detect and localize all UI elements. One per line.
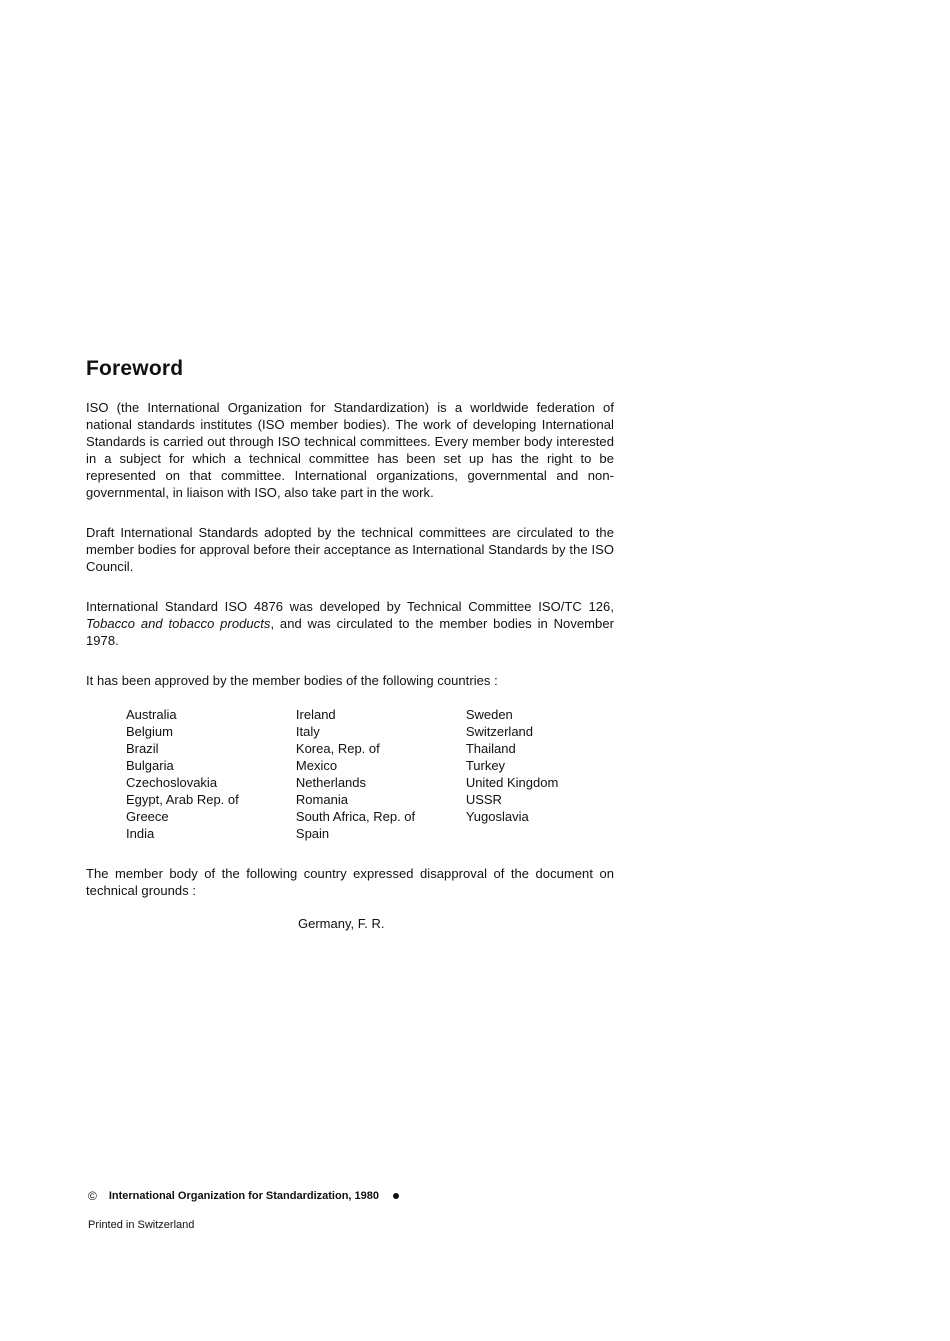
country-item: India — [126, 826, 155, 841]
copyright-text: International Organization for Standardization, 1980 — [108, 1190, 379, 1202]
country-item: Brazil — [126, 741, 159, 756]
country-item: Italy — [295, 724, 320, 739]
country-item: Thailand — [465, 741, 516, 756]
country-item: Spain — [295, 826, 330, 841]
country-item: Turkey — [465, 758, 506, 773]
copyright-line — [88, 1187, 588, 1205]
country-item: Ireland — [295, 707, 336, 722]
country-item: Czechoslovakia — [126, 775, 218, 790]
paragraph-standard-development — [86, 598, 614, 649]
countries-column-1 — [126, 706, 296, 842]
countries-column-3 — [466, 706, 614, 842]
copyright-icon: © — [88, 1189, 97, 1203]
country-item: Australia — [126, 707, 177, 722]
country-item: Belgium — [126, 724, 173, 739]
country-item: Sweden — [465, 707, 513, 722]
bullet-icon — [393, 1193, 399, 1199]
committee-title-italic: Tobacco and tobacco products — [86, 616, 271, 631]
country-item: Egypt, Arab Rep. of — [126, 792, 239, 807]
countries-column-2 — [296, 706, 466, 842]
country-item: United Kingdom — [465, 775, 559, 790]
disapproving-country: Germany, F. R. — [298, 916, 385, 931]
country-item: Romania — [295, 792, 348, 807]
foreword-section — [86, 355, 614, 932]
country-item: Netherlands — [295, 775, 367, 790]
approving-countries-list — [126, 706, 614, 842]
country-item: USSR — [465, 792, 502, 807]
paragraph-disapproval: The member body of the following country expressed disapproval of the document on technical grounds : — [86, 866, 614, 898]
para3-text-before: International Standard ISO 4876 was developed by Technical Committee ISO/TC 126, — [86, 599, 614, 614]
country-item: Korea, Rep. of — [295, 741, 380, 756]
country-item: South Africa, Rep. of — [295, 809, 416, 824]
page-footer — [88, 1187, 588, 1232]
country-item: Mexico — [295, 758, 338, 773]
printed-location: Printed in Switzerland — [88, 1219, 195, 1231]
foreword-title: Foreword — [86, 357, 184, 380]
country-item: Yugoslavia — [465, 809, 529, 824]
country-item: Switzerland — [465, 724, 534, 739]
paragraph-draft-standards: Draft International Standards adopted by the technical committees are circulated to the member bodies for approval before their acceptance as International Standards by the ISO Council. — [86, 525, 614, 574]
paragraph-iso-intro: ISO (the International Organization for Standardization) is a worldwide federation of national standards institutes (ISO member bodies). The work of developing International Standards is carried out through ISO technical committees. Every member body interested in a subject for which a technical committee has been set up has the right to be represented on that committee. International organizations, governmental and non-governmental, in liaison with ISO, also take part in the work. — [86, 400, 614, 500]
country-item: Greece — [126, 809, 169, 824]
paragraph-approval-intro: It has been approved by the member bodies of the following countries : — [86, 673, 498, 688]
country-item: Bulgaria — [126, 758, 174, 773]
para3-text-after: , and was circulated to the member bodies in November 1978. — [86, 616, 614, 648]
